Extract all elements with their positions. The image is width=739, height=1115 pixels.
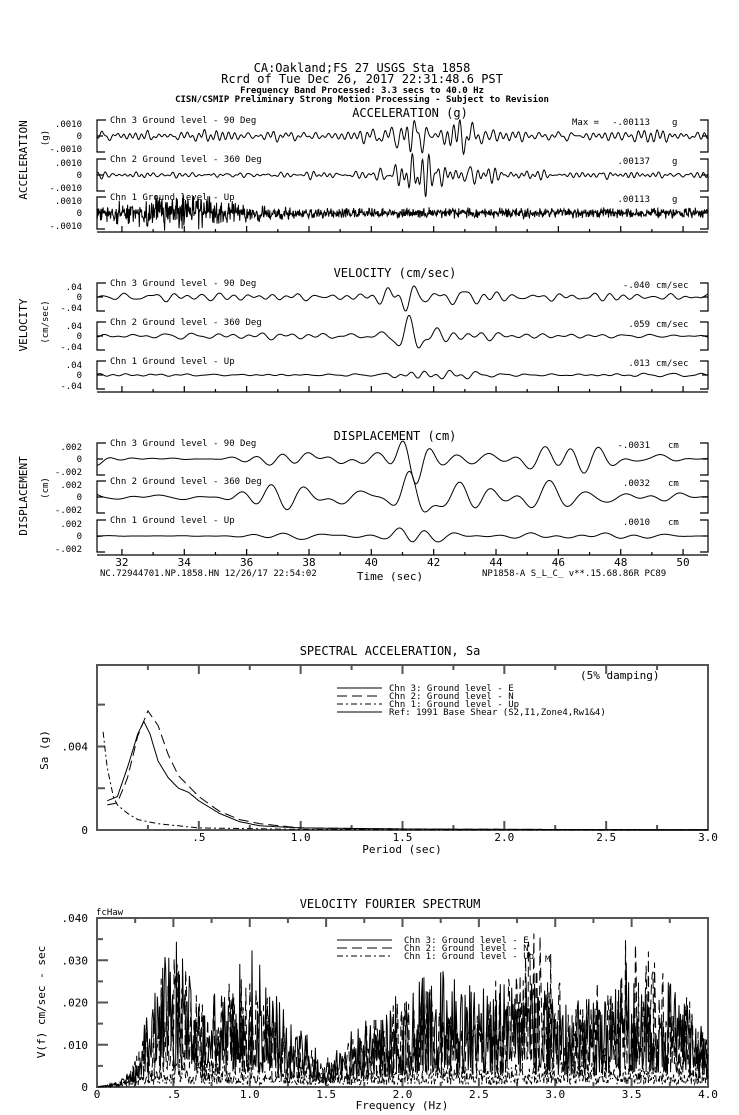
velocity-ylabel: VELOCITY [17,298,30,352]
displacement-ytick-label: -.002 [54,506,82,516]
displacement-waveform [97,528,708,542]
velocity-ytick-label: -.04 [60,304,82,314]
displacement-ytick-label: .002 [60,481,82,491]
fourier-ylabel: V(f) cm/sec - sec [35,945,48,1059]
acceleration-channel-unit: g [672,195,678,205]
spectral-xtick-label: 1.0 [290,831,311,844]
acceleration-ytick-label: 0 [76,209,82,219]
velocity-ytick-label: .04 [65,322,82,332]
acceleration-title: ACCELERATION (g) [352,106,468,120]
spectral-legend-label: Ref: 1991 Base Shear (S2,I1,Zone4,Rw1&4) [389,708,606,718]
spectral-xtick-label: .5 [192,831,206,844]
velocity-channel-unit: cm/sec [656,359,689,369]
fourier-legend-label: Chn 2: Ground level - N [404,944,529,954]
velocity-channel-max: -.040 [622,281,650,291]
spectral-title: SPECTRAL ACCELERATION, Sa [299,644,481,658]
velocity-ytick-label: 0 [76,332,82,342]
velocity-yunit: (cm/sec) [41,300,51,344]
spectral-damping-note: (5% damping) [580,669,660,682]
velocity-left-axis [97,361,106,389]
velocity-ytick-label: .04 [65,283,82,293]
acceleration-ytick-label: 0 [76,171,82,181]
spectral-series-line [107,711,708,830]
time-xtick-label: 34 [177,556,191,569]
spectral-xtick-label: 3.0 [698,831,718,844]
displacement-ytick-label: 0 [76,493,82,503]
spectral-xlabel: Period (sec) [362,843,442,856]
fourier-legend-label: Chn 3: Ground level - E [404,936,529,946]
displacement-channel-label: Chn 2 Ground level - 360 Deg [110,477,262,487]
displacement-yunit: (cm) [41,477,51,499]
fourier-xtick-label: 1.0 [239,1088,260,1101]
header-record-time: Rcrd of Tue Dec 26, 2017 22:31:48.6 PST [221,72,503,86]
velocity-ytick-label: -.04 [60,382,82,392]
header [175,61,549,105]
fourier-xtick-label: .5 [166,1088,180,1101]
velocity-channel-label: Chn 3 Ground level - 90 Deg [110,279,257,289]
velocity-ytick-label: 0 [76,293,82,303]
acceleration-left-axis [97,159,106,191]
velocity-ytick-label: .04 [65,361,82,371]
spectral-legend-label: Chn 3: Ground level - E [389,684,514,694]
time-xtick-label: 48 [614,556,628,569]
spectral-ytick-label: .004 [61,740,88,754]
chart-marks [49,116,717,1101]
fourier-xtick-label: 3.5 [621,1088,642,1101]
acceleration-channel-max: -.00113 [612,118,650,128]
time-xtick-label: 46 [551,556,565,569]
header-station: CA:Oakland;FS 27 USGS Sta 1858 [253,61,471,75]
time-xtick-label: 50 [676,556,690,569]
fourier-xtick-label: 2.0 [392,1088,413,1101]
time-xtick-label: 40 [364,556,378,569]
time-axis-label: Time (sec) [356,570,424,583]
fourier-title: VELOCITY FOURIER SPECTRUM [299,897,481,911]
time-xtick-label: 36 [240,556,254,569]
fourier-ytick-label: .010 [61,1038,88,1052]
spectral-ylabel: Sa (g) [38,730,51,770]
displacement-ytick-label: .002 [60,520,82,530]
displacement-channel-unit: cm [668,518,679,528]
velocity-ytick-label: -.04 [60,343,82,353]
acceleration-ytick-label: .0010 [54,197,82,207]
footer-right: NP1858-A S_L_C_ v**.15.68.86R PC89 [482,569,667,579]
fourier-xtick-label: 3.0 [545,1088,566,1101]
fourier-xtick-label: 2.5 [468,1088,489,1101]
displacement-ytick-label: -.002 [54,545,82,555]
spectral-xtick-label: 1.5 [392,831,413,844]
displacement-left-axis [97,443,106,475]
velocity-channel-label: Chn 2 Ground level - 360 Deg [110,318,262,328]
displacement-channel-max: -.0031 [617,441,650,451]
spectral-ytick-label: 0 [81,824,88,837]
acceleration-ytick-label: -.0010 [49,184,82,194]
acceleration-ytick-label: 0 [76,132,82,142]
displacement-time-axis [97,549,708,555]
displacement-ytick-label: 0 [76,532,82,542]
velocity-left-axis [97,322,106,350]
fourier-annotation: M [545,955,551,965]
velocity-channel-unit: cm/sec [656,281,689,291]
acceleration-channel-unit: g [672,157,678,167]
displacement-channel-max: .0032 [622,479,650,489]
spectral-series-line [103,732,708,830]
time-xtick-label: 38 [302,556,316,569]
displacement-channel-unit: cm [668,441,679,451]
acceleration-channel-label: Chn 1 Ground level - Up [110,193,235,203]
fourier-ytick-label: .040 [61,912,88,925]
fourier-ytick-label: .020 [61,996,88,1010]
spectral-legend-label: Chn 2: Ground level - N [389,692,514,702]
velocity-ytick-label: 0 [76,371,82,381]
acceleration-channel-max: .00113 [617,195,650,205]
header-frequency-band: Frequency Band Processed: 3.3 secs to 40.0 Hz [240,86,484,96]
fourier-legend-label: Chn 1: Ground level - Up [404,952,535,962]
displacement-channel-label: Chn 1 Ground level - Up [110,516,235,526]
time-xtick-label: 32 [115,556,129,569]
footer-left: NC.72944701.NP.1858.HN 12/26/17 22:54:02 [100,569,317,579]
acceleration-left-axis [97,120,106,152]
displacement-channel-label: Chn 3 Ground level - 90 Deg [110,439,257,449]
time-xtick-label: 42 [427,556,441,569]
spectral-xtick-label: 2.5 [596,831,617,844]
acceleration-channel-label: Chn 2 Ground level - 360 Deg [110,155,262,165]
velocity-waveform [97,370,708,378]
velocity-channel-label: Chn 1 Ground level - Up [110,357,235,367]
velocity-channel-max: .013 [628,359,650,369]
acceleration-ytick-label: -.0010 [49,222,82,232]
fourier-ytick-label: .030 [61,954,88,968]
acceleration-channel-unit: g [672,118,678,128]
time-xtick-label: 44 [489,556,503,569]
fourier-xlabel: Frequency (Hz) [355,1099,449,1112]
acceleration-ytick-label: .0010 [54,120,82,130]
acceleration-max-label: Max = [572,118,600,128]
acceleration-channel-label: Chn 3 Ground level - 90 Deg [110,116,257,126]
acceleration-right-axis [700,159,708,191]
fourier-xtick-label: 1.5 [316,1088,337,1101]
acceleration-time-axis [97,226,708,232]
displacement-ytick-label: -.002 [54,468,82,478]
spectral-series-line [107,721,708,829]
fourier-xtick-label: 4.0 [698,1088,718,1101]
velocity-time-axis [97,386,708,392]
acceleration-ylabel: ACCELERATION [17,120,30,200]
velocity-channel-unit: cm/sec [656,320,689,330]
velocity-title: VELOCITY (cm/sec) [333,266,457,280]
displacement-title: DISPLACEMENT (cm) [333,429,457,443]
displacement-ytick-label: .002 [60,443,82,453]
fourier-corner-label: fcHaw [96,908,124,918]
spectral-legend-label: Chn 1: Ground level - Up [389,700,520,710]
displacement-ylabel: DISPLACEMENT [17,456,30,536]
acceleration-ytick-label: -.0010 [49,145,82,155]
displacement-channel-max: .0010 [622,518,650,528]
acceleration-right-axis [700,120,708,152]
header-processing-note: CISN/CSMIP Preliminary Strong Motion Processing - Subject to Revision [175,95,549,105]
displacement-channel-unit: cm [668,479,679,489]
displacement-ytick-label: 0 [76,455,82,465]
acceleration-ytick-label: .0010 [54,159,82,169]
fourier-xtick-label: 0 [93,1088,101,1101]
acceleration-channel-max: .00137 [617,157,650,167]
fourier-ytick-label: 0 [81,1081,88,1094]
spectral-xtick-label: 2.0 [494,831,515,844]
acceleration-yunit: (g) [41,129,51,147]
velocity-channel-max: .059 [628,320,650,330]
velocity-waveform [97,286,708,311]
